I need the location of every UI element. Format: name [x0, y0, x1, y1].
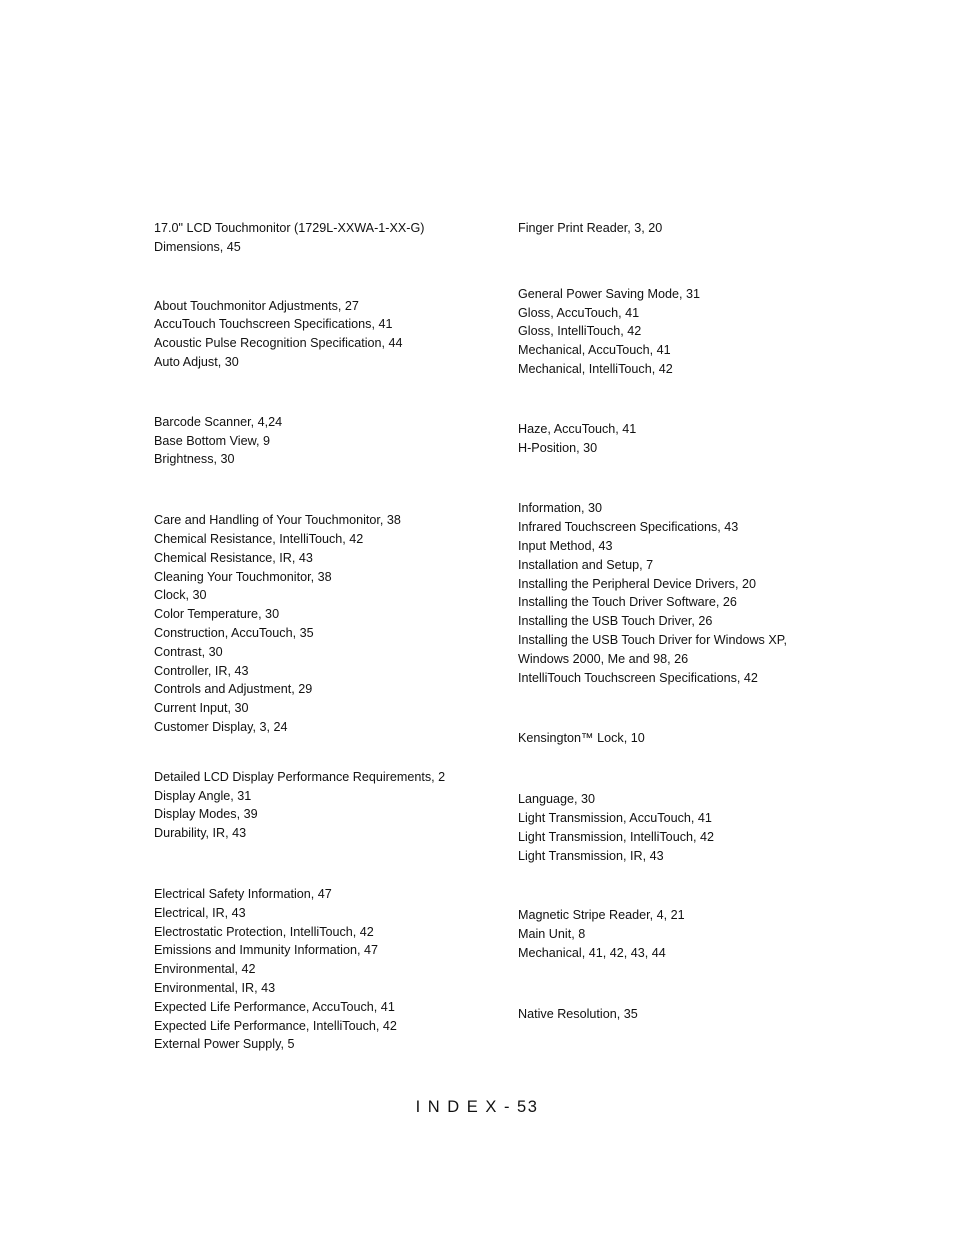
index-entry: Installing the Peripheral Device Drivers, 20 — [518, 576, 756, 591]
index-letter-group — [518, 285, 818, 379]
index-letter-group — [154, 297, 514, 372]
index-entry: Gloss, IntelliTouch, 42 — [518, 324, 642, 339]
index-entry: Environmental, IR, 43 — [154, 980, 276, 995]
index-entry: Display Angle, 31 — [154, 788, 252, 803]
index-entry: IntelliTouch Touchscreen Specifications, 42 — [518, 670, 758, 685]
index-entry: Installing the Touch Driver Software, 26 — [518, 595, 737, 610]
index-entry: Expected Life Performance, AccuTouch, 41 — [154, 999, 395, 1014]
index-entry: Main Unit, 8 — [518, 927, 586, 942]
index-entry: Infrared Touchscreen Specifications, 43 — [518, 520, 739, 535]
index-entry: Installing the USB Touch Driver for Windows XP, — [518, 632, 788, 647]
index-entry: Current Input, 30 — [154, 701, 249, 716]
index-entry: Finger Print Reader, 3, 20 — [518, 221, 663, 235]
index-entry: Haze, AccuTouch, 41 — [518, 421, 637, 436]
index-entry: Care and Handling of Your Touchmonitor, 38 — [154, 513, 401, 528]
index-letter-group — [518, 420, 818, 458]
index-column-right — [518, 219, 818, 1024]
index-entry: Brightness, 30 — [154, 452, 235, 467]
index-letter-group — [518, 790, 818, 865]
index-entry: Light Transmission, IR, 43 — [518, 848, 664, 863]
index-entry: Windows 2000, Me and 98, 26 — [518, 651, 689, 666]
index-entry: Mechanical, AccuTouch, 41 — [518, 343, 671, 358]
index-letter-group — [518, 499, 818, 687]
index-entry: AccuTouch Touchscreen Specifications, 41 — [154, 317, 393, 332]
index-entry: Controller, IR, 43 — [154, 663, 249, 678]
index-entry: Language, 30 — [518, 792, 596, 807]
index-entry: Mechanical, 41, 42, 43, 44 — [518, 945, 666, 960]
index-entry: Base Bottom View, 9 — [154, 433, 270, 448]
index-entry: Expected Life Performance, IntelliTouch, 42 — [154, 1018, 397, 1033]
index-letter-group — [518, 729, 818, 748]
index-entry: Installation and Setup, 7 — [518, 557, 654, 572]
index-entry: Dimensions, 45 — [154, 239, 241, 254]
index-entry: Detailed LCD Display Performance Requirements, 2 — [154, 769, 446, 784]
index-entry: Environmental, 42 — [154, 962, 256, 977]
index-column-left — [154, 219, 514, 1054]
index-entry: Customer Display, 3, 24 — [154, 719, 288, 734]
index-entry: Emissions and Immunity Information, 47 — [154, 943, 378, 958]
index-letter-group — [154, 413, 514, 469]
index-entry: External Power Supply, 5 — [154, 1037, 295, 1052]
index-letter-group — [518, 219, 818, 238]
index-entry: General Power Saving Mode, 31 — [518, 286, 701, 301]
index-entry: Electrical, IR, 43 — [154, 905, 246, 920]
index-entry: Controls and Adjustment, 29 — [154, 682, 313, 697]
index-entry: Electrical Safety Information, 47 — [154, 886, 332, 901]
index-entry: Kensington™ Lock, 10 — [518, 731, 645, 746]
index-letter-group — [154, 768, 514, 843]
index-entry: Installing the USB Touch Driver, 26 — [518, 614, 713, 629]
index-entry: Durability, IR, 43 — [154, 826, 247, 841]
index-entry: Light Transmission, IntelliTouch, 42 — [518, 829, 715, 844]
index-entry: H-Position, 30 — [518, 440, 598, 455]
index-entry: Barcode Scanner, 4,24 — [154, 414, 283, 429]
index-entry: Magnetic Stripe Reader, 4, 21 — [518, 908, 685, 923]
index-entry: Input Method, 43 — [518, 538, 613, 553]
index-entry: Electrostatic Protection, IntelliTouch, 42 — [154, 924, 374, 939]
index-entry: Information, 30 — [518, 501, 603, 516]
index-entry: About Touchmonitor Adjustments, 27 — [154, 298, 359, 313]
index-entry: 17.0" LCD Touchmonitor (1729L-XXWA-1-XX-G) — [154, 221, 425, 235]
index-letter-group — [154, 219, 514, 257]
index-entry: Auto Adjust, 30 — [154, 354, 239, 369]
index-entry: Construction, AccuTouch, 35 — [154, 625, 314, 640]
index-entry: Display Modes, 39 — [154, 807, 258, 822]
index-letter-group — [518, 1005, 818, 1024]
index-entry: Gloss, AccuTouch, 41 — [518, 305, 640, 320]
index-letter-group — [518, 906, 818, 962]
index-entry: Contrast, 30 — [154, 644, 223, 659]
index-entry: Chemical Resistance, IntelliTouch, 42 — [154, 531, 364, 546]
index-entry: Mechanical, IntelliTouch, 42 — [518, 361, 673, 376]
index-entry: Color Temperature, 30 — [154, 607, 280, 622]
page-number: I N D E X - 53 — [415, 1098, 539, 1116]
index-entry: Clock, 30 — [154, 588, 207, 603]
index-entry: Chemical Resistance, IR, 43 — [154, 550, 313, 565]
index-letter-group — [154, 511, 514, 737]
index-letter-group — [154, 885, 514, 1054]
index-entry: Native Resolution, 35 — [518, 1006, 638, 1021]
index-entry: Acoustic Pulse Recognition Specification, 44 — [154, 336, 403, 351]
index-entry: Light Transmission, AccuTouch, 41 — [518, 810, 712, 825]
index-entry: Cleaning Your Touchmonitor, 38 — [154, 569, 332, 584]
